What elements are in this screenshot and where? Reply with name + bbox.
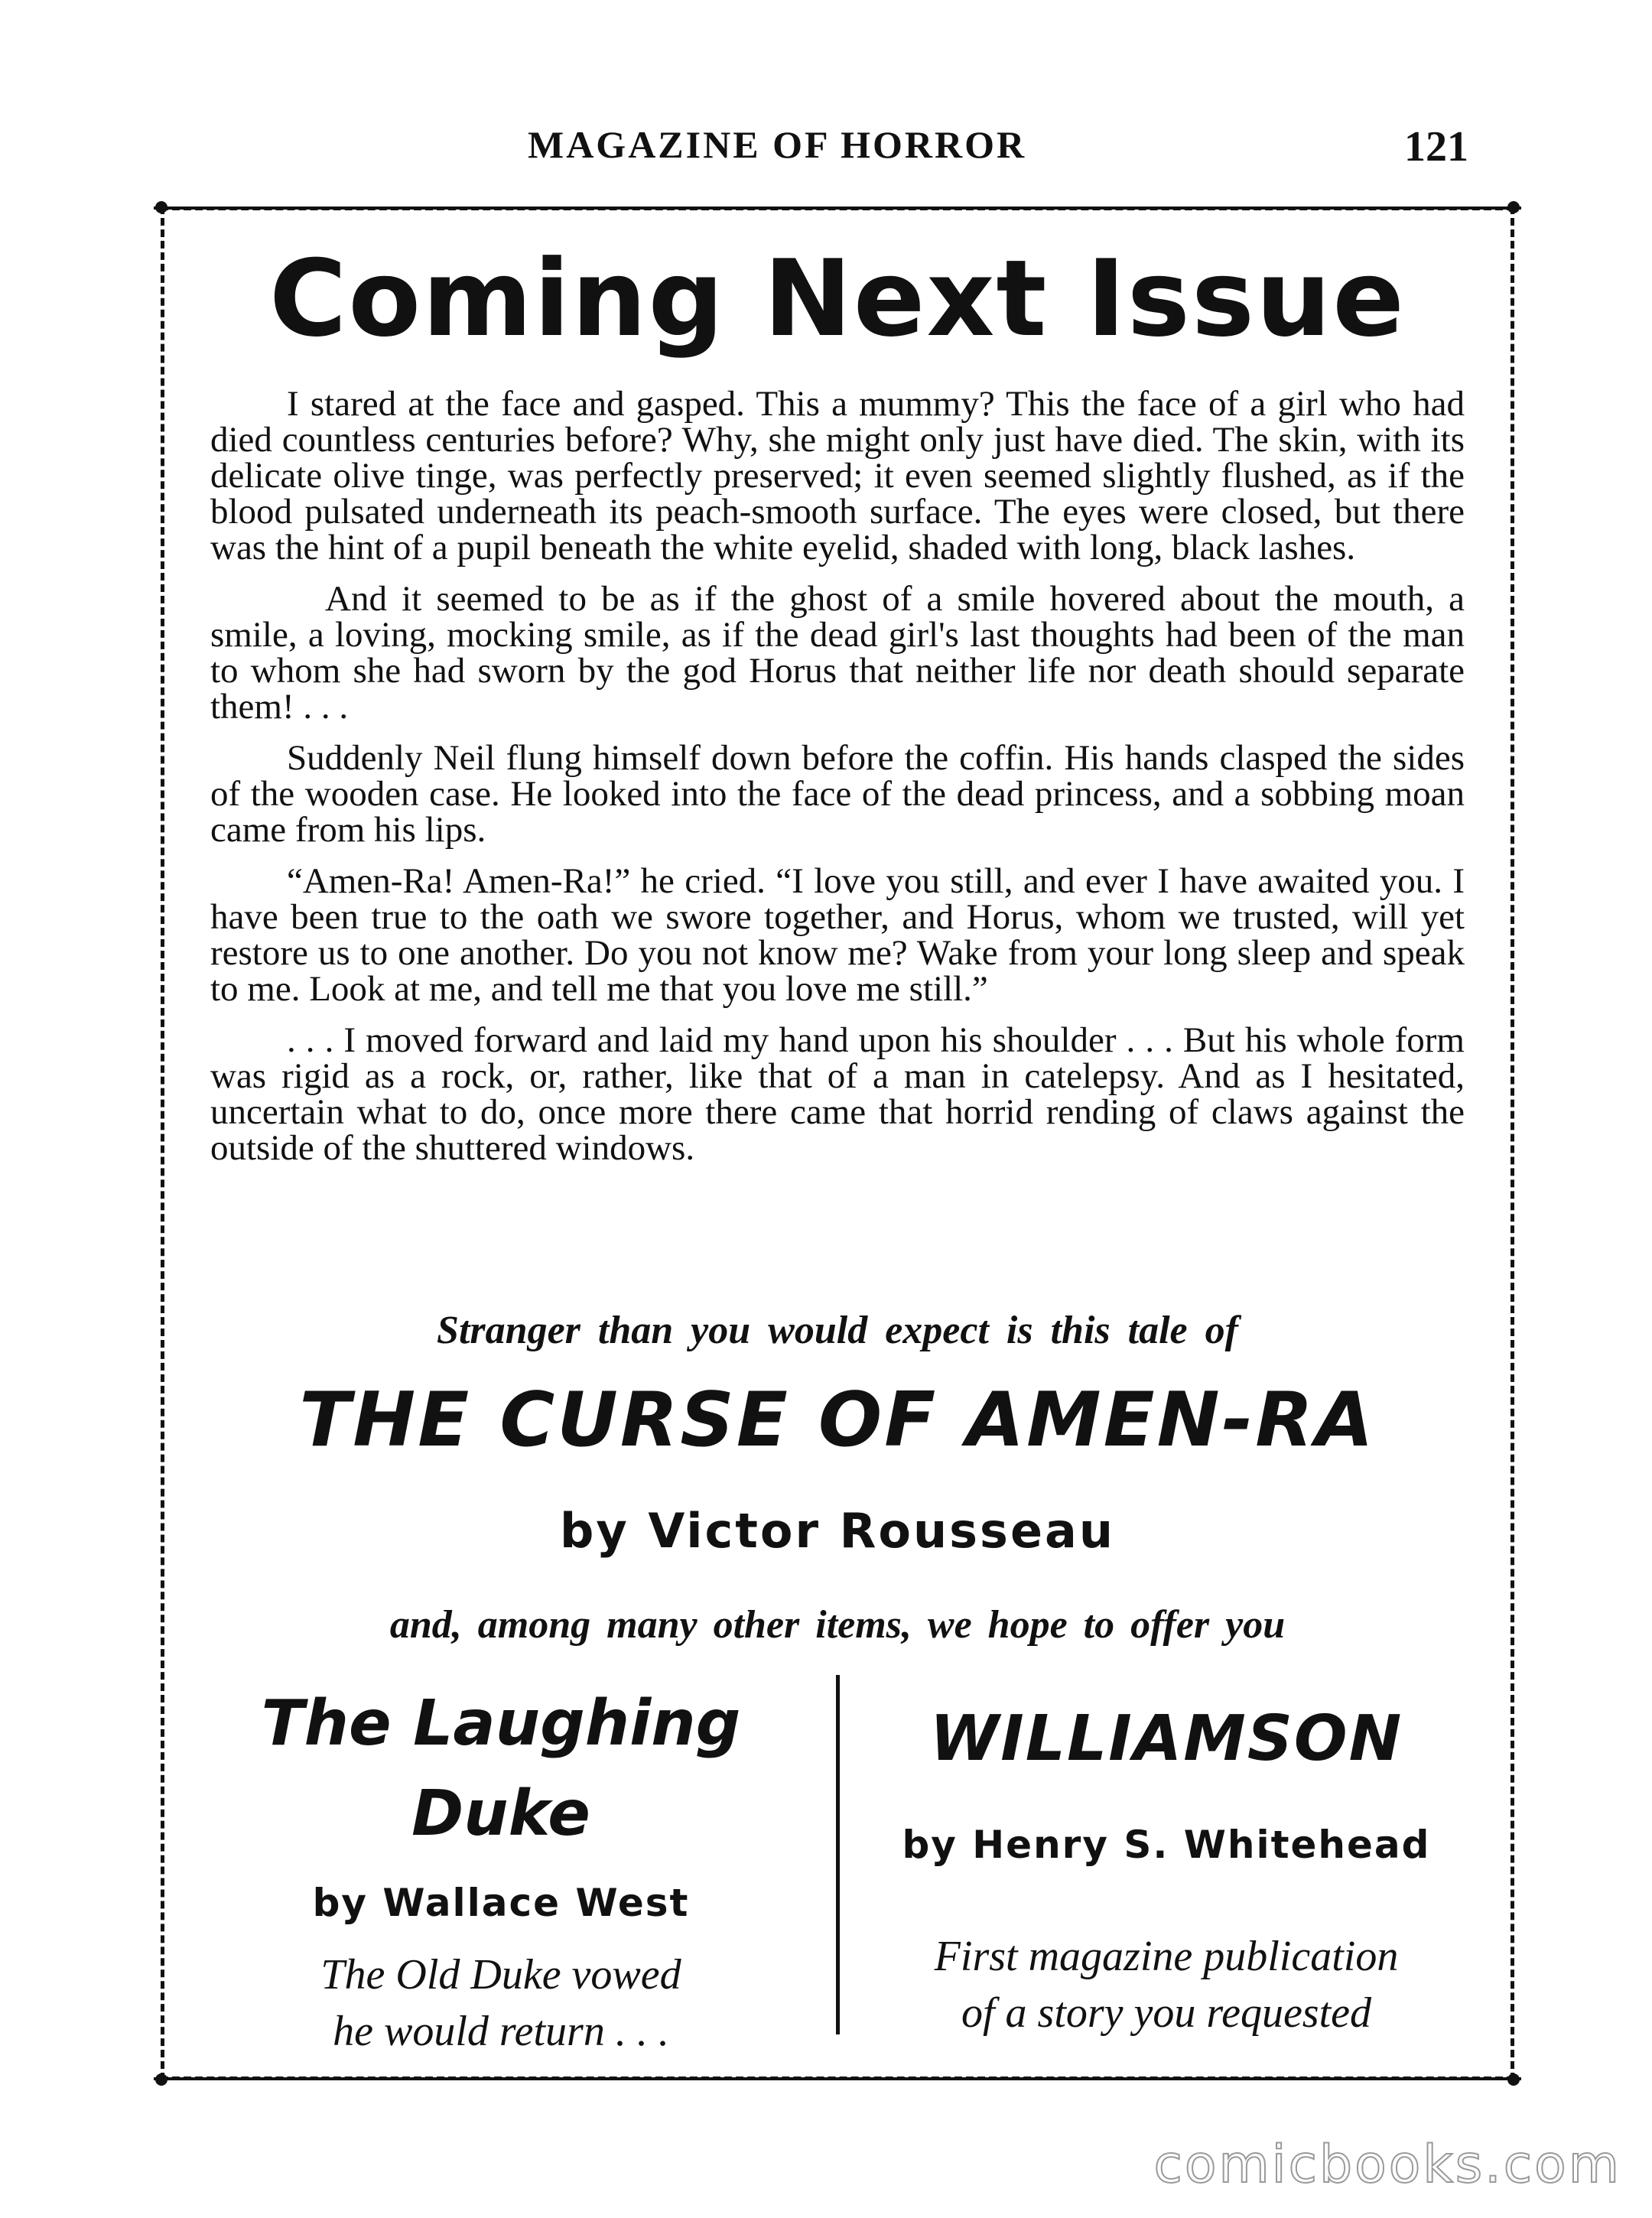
column-divider xyxy=(836,1675,840,2034)
note-line: of a story you requested xyxy=(961,1989,1372,2037)
left-story-note xyxy=(187,1946,815,2060)
note-line: The Old Duke vowed xyxy=(320,1951,681,1998)
watermark: comicbooks.com xyxy=(1153,2135,1621,2195)
feature-title: THE CURSE OF AMEN-RA xyxy=(299,1377,1376,1464)
right-story-note xyxy=(853,1928,1480,2041)
note-line: First magazine publication xyxy=(934,1933,1399,1980)
offer-line: and, among many other items, we hope to offer you xyxy=(389,1603,1286,1647)
running-head xyxy=(0,122,1652,176)
magazine-title: MAGAZINE OF HORROR xyxy=(528,123,1027,166)
ad-frame xyxy=(161,207,1514,2080)
page-number: 121 xyxy=(1404,123,1468,171)
left-story-title-line: Duke xyxy=(411,1777,590,1850)
left-story-block xyxy=(187,1679,815,2060)
headline: Coming Next Issue xyxy=(269,237,1406,360)
right-story-title: WILLIAMSON xyxy=(929,1703,1403,1775)
excerpt-paragraph: Suddenly Neil flung himself down before the coffin. His hands clasped the sides of the wooden case. He looked into the face of the dead princess, and a sobbing moan came from his lips. xyxy=(210,738,1465,850)
frame-corner-dot xyxy=(155,2073,167,2086)
frame-corner-dot xyxy=(155,201,167,213)
right-story-block xyxy=(853,1679,1480,2041)
excerpt-paragraph: . . . I moved forward and laid my hand upon his shoulder . . . But his whole form was rigid as a rock, or, rather, like that of a man in catelepsy. And as I hesitated, uncertain what to do, once more there came that horrid rending of claws against the outside of the shuttered windows. xyxy=(210,1020,1465,1168)
lead-line: Stranger than you would expect is this tale of xyxy=(437,1309,1238,1352)
feature-author: by Victor Rousseau xyxy=(560,1503,1115,1559)
left-story-author: by Wallace West xyxy=(312,1881,690,1925)
frame-corner-dot xyxy=(1507,201,1520,213)
left-story-title-line: The Laughing xyxy=(261,1687,741,1760)
frame-corner-dot xyxy=(1507,2073,1520,2086)
right-story-author: by Henry S. Whitehead xyxy=(902,1823,1431,1867)
story-excerpt xyxy=(210,386,1465,1182)
excerpt-paragraph: I stared at the face and gasped. This a mummy? This the face of a girl who had died countless centuries before? Why, she might only just have died. The skin, with its delicate olive tinge, was perfectly preserved; it even seemed slightly flushed, as if the blood pulsated underneath its peach-smooth surface. The eyes were closed, but there was the hint of a pupil beneath the white eyelid, shaded with long, black lashes. xyxy=(210,384,1465,568)
excerpt-paragraph: “Amen-Ra! Amen-Ra!” he cried. “I love you still, and ever I have awaited you. I have been true to the oath we swore together, and Horus, whom we trusted, will yet restore us to one another. Do you not know me? Wake from your long sleep and speak to me. Look at me, and tell me that you love me still.” xyxy=(210,861,1465,1009)
note-line: he would return . . . xyxy=(333,2008,669,2055)
excerpt-paragraph: And it seemed to be as if the ghost of a smile hovered about the mouth, a smile, a loving, mocking smile, as if the dead girl's last thoughts had been of the man to whom she had sworn by the god Horus that neither life nor death should separate them! . . . xyxy=(210,579,1465,727)
